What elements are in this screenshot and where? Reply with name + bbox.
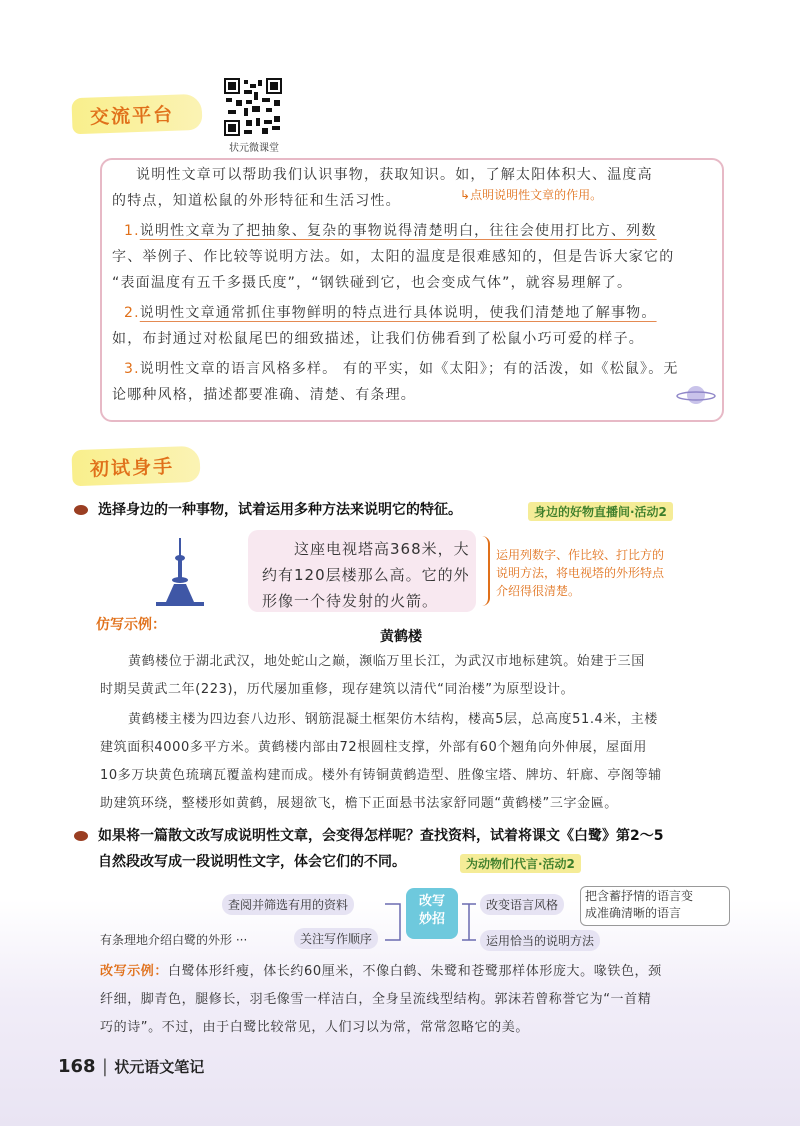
- tv-line3: 形像一个待发射的火箭。: [262, 592, 439, 610]
- p1-line2: 的特点，知道松鼠的外形特征和生活习性。: [112, 193, 401, 209]
- activity-tag: 身边的好物直播间·活动2: [528, 502, 673, 521]
- mindmap-right1-note: 把含蓄抒情的语言变 成准确清晰的语言: [580, 886, 730, 926]
- planet-icon: [676, 384, 716, 406]
- tv-line2: 约有120层楼那么高。它的外: [262, 566, 470, 584]
- p4-line1: 3.说明性文章的语言风格多样。 有的平实，如《太阳》；有的活泼，如《松鼠》。无: [124, 361, 679, 377]
- bullet-icon: [74, 831, 88, 841]
- trial-title: 初试身手: [89, 455, 175, 481]
- example-line1: 黄鹤楼位于湖北武汉，地处蛇山之巅，濒临万里长江，为武汉市地标建筑。始建于三国: [128, 654, 645, 669]
- mindmap-left1: 查阅并筛选有用的资料: [222, 894, 354, 915]
- example-line5: 10多万块黄色琉璃瓦覆盖构建而成。楼外有铸铜黄鹤造型、胜像宝塔、牌坊、轩廊、亭阁等辅: [100, 768, 662, 783]
- mindmap-center: 改写 妙招: [406, 888, 458, 939]
- book-title: 状元语文笔记: [114, 1058, 205, 1076]
- mindmap-left2: 关注写作顺序: [294, 928, 378, 949]
- section-banner-trial: [71, 446, 200, 486]
- mindmap-right2: 运用恰当的说明方法: [480, 930, 600, 951]
- rewrite-line3: 巧的诗”。不过，由于白鹭比较常见，人们习以为常，常常忽略它的美。: [100, 1020, 529, 1035]
- annotation-note: ↳点明说明性文章的作用。: [460, 188, 603, 202]
- tv-line1: 这座电视塔高368米，大: [294, 540, 470, 558]
- activity-tag: 为动物们代言·活动2: [460, 854, 581, 873]
- tv-tower-card: [248, 530, 476, 612]
- bullet-icon: [74, 505, 88, 515]
- section-banner-exchange: [71, 94, 202, 135]
- p2-line2: 字、举例子、作比较等说明方法。如，太阳的温度是很难感知的，但是告诉大家它的: [112, 249, 675, 265]
- qr-caption: 状元微课堂: [229, 143, 279, 154]
- example-title: 黄鹤楼: [380, 629, 422, 645]
- p3-line2: 如，布封通过对松鼠尾巴的细致描述，让我们仿佛看到了松鼠小巧可爱的样子。: [112, 331, 644, 347]
- example-label: 仿写示例：: [96, 617, 166, 633]
- qr-code-icon[interactable]: [222, 76, 284, 138]
- task2-line1: 如果将一篇散文改写成说明性文章，会变得怎样呢？查找资料，试着将课文《白鹭》第2～5: [98, 828, 664, 844]
- example-line6: 助建筑环绕，整楼形如黄鹤，展翅欲飞，檐下正面悬书法家舒同题“黄鹤楼”三字金匾。: [100, 796, 618, 811]
- p3-line1: 2.说明性文章通常抓住事物鲜明的特点进行具体说明，使我们清楚地了解事物。: [124, 305, 657, 321]
- p4-line2: 论哪种风格，描述都要准确、清楚、有条理。: [112, 387, 416, 403]
- side-note-1: 运用列数字、作比较、打比方的: [496, 548, 665, 562]
- rewrite-line1: 改写示例：白鹭体形纤瘦，体长约60厘米，不像白鹤、朱鹭和苍鹭那样体形庞大。喙铁色，颈: [100, 964, 662, 979]
- task1-text: 选择身边的一种事物，试着运用多种方法来说明它的特征。: [98, 502, 462, 518]
- example-line2: 时期吴黄武二年(223)，历代屡加重修，现存建筑以清代“同治楼”为原型设计。: [100, 682, 575, 697]
- p2-line3: “表面温度有五千多摄氏度”，“钢铁碰到它，也会变成气体”，就容易理解了。: [112, 275, 633, 291]
- tv-tower-icon: [150, 536, 210, 610]
- mindmap-right1: 改变语言风格: [480, 894, 564, 915]
- section-title: 交流平台: [89, 103, 175, 129]
- page-footer: 168 | 状元语文笔记: [58, 1056, 205, 1077]
- p1-line1: 说明性文章可以帮助我们认识事物，获取知识。如，了解太阳体积大、温度高: [136, 167, 653, 183]
- mindmap-left2-prefix: 有条理地介绍白鹭的外形 ···: [100, 933, 248, 947]
- rewrite-line2: 纤细，脚青色，腿修长，羽毛像雪一样洁白，全身呈流线型结构。郭沫若曾称誉它为“一首精: [100, 992, 652, 1007]
- example-line3: 黄鹤楼主楼为四边套八边形、钢筋混凝土框架仿木结构，楼高5层，总高度51.4米，主楼: [128, 712, 658, 727]
- side-note-2: 说明方法，将电视塔的外形特点: [496, 566, 665, 580]
- page-number: 168: [58, 1056, 96, 1077]
- task2-line2: 自然段改写成一段说明性文字，体会它们的不同。: [98, 854, 406, 870]
- side-note-3: 介绍得很清楚。: [496, 584, 581, 598]
- example-line4: 建筑面积4000多平方米。黄鹤楼内部由72根圆柱支撑，外部有60个翘角向外伸展，屋面用: [100, 740, 647, 755]
- p2-line1: 1.说明性文章为了把抽象、复杂的事物说得清楚明白，往往会使用打比方、列数: [124, 223, 657, 239]
- brace: [482, 536, 490, 606]
